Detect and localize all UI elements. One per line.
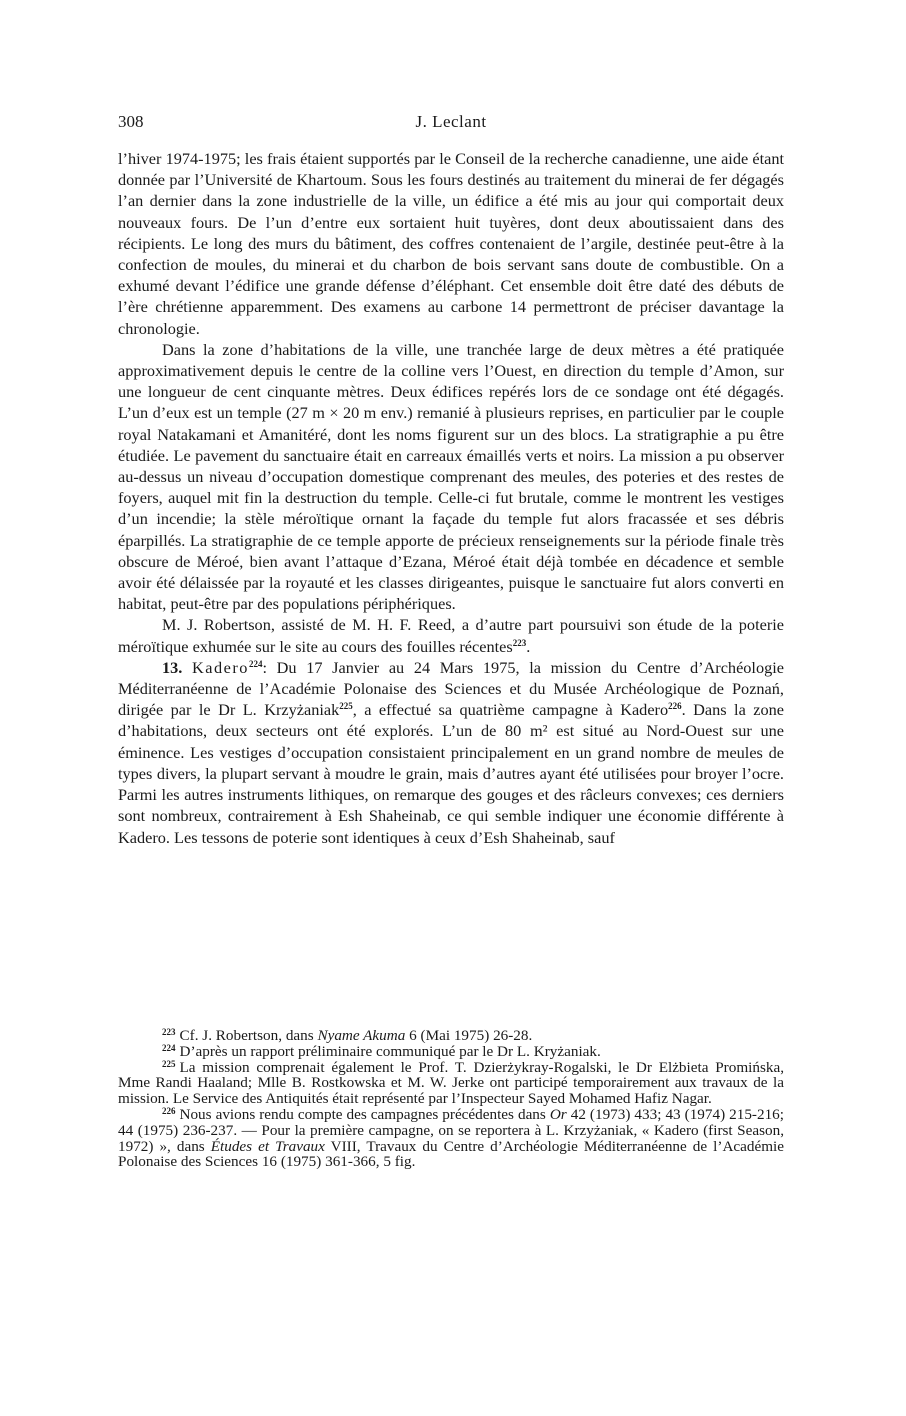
footnote-226: [118, 1107, 784, 1170]
paragraph-1: l’hiver 1974-1975; les frais étaient supportés par le Conseil de la recherche canadienne, une aide étant donnée par l’Université de Khartoum. Sous les fours destinés au traitement du minerai de fer dégagés l’an dernier dans la zone industrielle de la ville, un édifice a été mis au jour qui comportait deux nouveaux fours. De l’un d’entre eux sortaient huit tuyères, dont deux aboutissaient dans des récipients. Le long des murs du bâtiment, des coffres contenaient de l’argile, destinée peut-être à la confection de moules, du minerai et du charbon de bois servant sans doute de combustible. On a exhumé devant l’édifice une grande défense d’éléphant. Cet ensemble doit être daté des débuts de l’ère chrétienne apparemment. Des examens au carbone 14 permettront de préciser davantage la chronologie.: [118, 149, 784, 338]
footnote-text: Cf. J. Robertson, dans: [179, 1027, 318, 1044]
footnote-journal: Or: [549, 1105, 567, 1123]
footnote-text: VIII, Travaux du Centre d’Archéologie Méditerranéenne de l’Académie Polonaise des Sciences 16 (1975) 361-366, 5 fig.: [118, 1137, 784, 1171]
footnote-223: [118, 1028, 784, 1044]
main-text: [118, 148, 784, 848]
page-number: 308: [118, 112, 144, 131]
footnotes: [118, 1028, 784, 1170]
page-header: [118, 112, 784, 136]
paragraph-3: [118, 614, 784, 656]
footnote-ref-224: 224: [248, 658, 263, 669]
footnote-text: Nous avions rendu compte des campagnes précédentes dans: [179, 1105, 550, 1123]
section-number: 13.: [162, 657, 183, 677]
footnote-text: 42 (1973) 433; 43 (1974) 215-216; 44 (1975) 236-237. — Pour la première campagne, on se reportera à L. Krzyżaniak, « Kadero (first Season, 1972) », dans: [118, 1105, 784, 1155]
footnote-journal: Études et Travaux: [210, 1137, 325, 1155]
footnote-225: [118, 1060, 784, 1107]
paragraph-2: Dans la zone d’habitations de la ville, une tranchée large de deux mètres a été pratiquée approximativement depuis le centre de la colline vers l’Ouest, en direction du temple d’Amon, sur une longueur de cent cinquante mètres. Deux édifices repérés lors de ce sondage ont été dégagés. L’un d’eux est un temple (27 m × 20 m env.) remanié à plusieurs reprises, en particulier par le couple royal Natakamani et Amanitéré, dont les noms figurent sur un des blocs. La stratigraphie a pu être étudiée. Le pavement du sanctuaire était en carreaux émaillés verts et noirs. La mission a pu observer au-dessus un niveau d’occupation domestique comprenant des meules, des poteries et des restes de foyers, auquel mit fin la destruction du temple. Celle-ci fut brutale, comme le montrent les vestiges d’un incendie; la stèle méroïtique ornant la façade du temple fut alors fracassée et ses débris éparpillés. La stratigraphie de ce temple apporte de précieux renseignements sur la période finale très obscure de Méroé, bien avant l’attaque d’Ezana, Méroé était déjà tombée en décadence et semble avoir été délaissée par la royauté et les classes dirigeantes, puisque le sanctuaire fut alors converti en habitat, peut-être par des populations périphériques.: [118, 339, 784, 614]
footnote-mark: 226: [162, 1105, 176, 1116]
footnote-ref-223: 223: [512, 637, 527, 648]
footnote-mark: 223: [162, 1027, 176, 1037]
paragraph-4: [118, 657, 784, 848]
footnote-mark: 225: [162, 1058, 176, 1069]
paragraph-4-part-b: , a effectué sa quatrième campagne à Kadero: [352, 700, 669, 720]
paragraph-3-end: .: [526, 636, 531, 656]
footnote-ref-225: 225: [339, 701, 353, 712]
footnote-mark: 224: [162, 1042, 176, 1053]
footnote-text: La mission comprenait également le Prof. T. Dzierżykray-Rogalski, le Dr Elżbieta Promińska, Mme Randi Haaland; Mlle B. Rostkowska et M. W. Jerke ont participé temporairement aux travaux de la mission. Le Service des Antiquités était représenté par l’Inspecteur Sayed Mohamed Hafiz Nagar.: [118, 1058, 784, 1108]
footnote-ref-226: 226: [668, 701, 682, 712]
section-place: Kadero: [192, 657, 249, 677]
paragraph-4-part-a: : Du 17 Janvier au 24 Mars 1975, la mission du Centre d’Archéologie Méditerranéenne de l’Académie Polonaise des Sciences et du Musée Archéologique de Poznań, dirigée par le Dr L. Krzyżaniak: [118, 657, 784, 720]
running-head: J. Leclant: [415, 112, 487, 131]
footnote-text: D’après un rapport préliminaire communiqué par le Dr L. Kryżaniak.: [179, 1042, 601, 1060]
footnote-journal: Nyame Akuma: [317, 1027, 406, 1044]
paragraph-3-text: M. J. Robertson, assisté de M. H. F. Reed, a d’autre part poursuivi son étude de la poterie méroïtique exhumée sur le site au cours des fouilles récentes: [118, 615, 784, 656]
footnote-text: 6 (Mai 1975) 26-28.: [405, 1027, 533, 1044]
footnote-224: [118, 1044, 784, 1060]
paragraph-4-part-c: . Dans la zone d’habitations, deux secteurs ont été explorés. L’un de 80 m² est situé au Nord-Ouest sur une éminence. Les vestiges d’occupation consistaient principalement en un grand nombre de meules de types divers, la plupart servant à moudre le grain, mais d’autres ayant été utilisées pour broyer l’ocre. Parmi les autres instruments lithiques, on remarque des gouges et des râcleurs convexes; ces derniers sont nombreux, contrairement à Esh Shaheinab, ce qui semble indiquer une économie différente à Kadero. Les tessons de poterie sont identiques à ceux d’Esh Shaheinab, sauf: [118, 700, 784, 847]
